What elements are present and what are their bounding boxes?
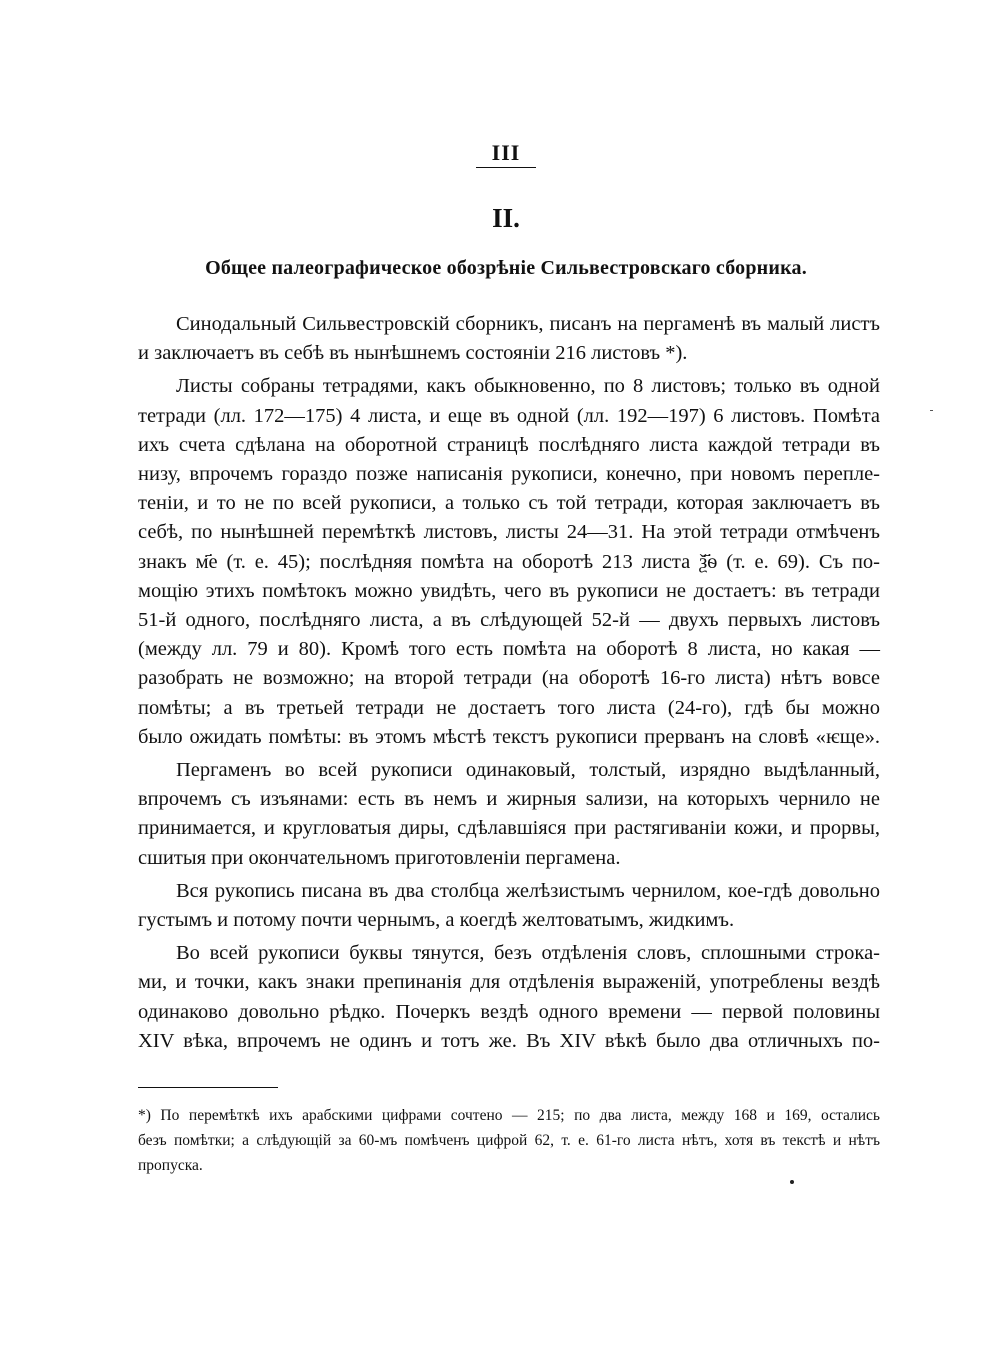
text-line: Листы собраны тетрадями, какъ обыкновенно, по 8 листовъ; только въ одной bbox=[176, 375, 880, 398]
section-title: Общее палеографическое обозрѣніе Сильвестровскаго сборника. bbox=[205, 257, 807, 279]
text-line: сшитыя при окончательномъ приготовленіи пергамена. bbox=[138, 846, 621, 869]
text-line: 51-й одного, послѣдняго листа, а въ слѣдующей 52-й — двухъ первыхъ листовъ bbox=[138, 609, 880, 632]
text-line: Пергаменъ во всей рукописи одинаковый, толстый, изрядно выдѣланный, bbox=[176, 759, 880, 782]
paragraph-3 bbox=[138, 756, 880, 873]
text-line: Синодальный Сильвестровскій сборникъ, писанъ на пергаменѣ въ малый листъ bbox=[176, 313, 880, 335]
text-line: тетради (лл. 172—175) 4 листа, и еще въ одной (лл. 192—197) 6 листовъ. Помѣта bbox=[138, 404, 880, 427]
paragraph-4 bbox=[138, 877, 880, 935]
text-line: теніи, и то не по всей рукописи, а только съ той тетради, которая заключаетъ въ bbox=[138, 492, 880, 515]
paragraph-5 bbox=[138, 939, 880, 1056]
text-line: себѣ, по нынѣшней перемѣткѣ листовъ, листы 24—31. На этой тетради отмѣченъ bbox=[138, 521, 880, 544]
text-line: XIV вѣка, впрочемъ не одинъ и тотъ же. Въ XIV вѣкѣ было два отличныхъ по- bbox=[138, 1029, 880, 1052]
ink-speck bbox=[930, 410, 933, 411]
text-line: Во всей рукописи буквы тянутся, безъ отдѣленія словъ, сплошными строка- bbox=[176, 942, 880, 965]
body-text bbox=[138, 310, 880, 1060]
footnote-line: безъ помѣтки; а слѣдующій за 60-мъ помѣченъ цифрой 62, т. е. 61-го листа нѣтъ, хотя въ текстѣ и нѣтъ bbox=[138, 1132, 880, 1149]
text-line: Вся рукопись писана въ два столбца желѣзистымъ чернилом, кое-гдѣ довольно bbox=[176, 879, 880, 902]
footnote-line: *) По перемѣткѣ ихъ арабскими цифрами сочтено — 215; по два листа, между 168 и 169, остались bbox=[138, 1107, 880, 1124]
text-line: мощію этихъ помѣтокъ можно увидѣть, чего въ рукописи не достаетъ: въ тетради bbox=[138, 579, 880, 602]
text-line: ми, и точки, какъ знаки препинанія для отдѣленія выраженій, употреблены вездѣ bbox=[138, 971, 880, 994]
text-line: разобрать не возможно; на второй тетради (на оборотѣ 16-го листа) нѣтъ вовсе bbox=[138, 667, 880, 690]
text-line: низу, впрочемъ гораздо позже написанія рукописи, конечно, при новомъ перепле- bbox=[138, 463, 880, 486]
text-line: и заключаетъ въ себѣ въ нынѣшнемъ состояніи 216 листовъ *). bbox=[138, 342, 688, 365]
text-line: (между лл. 79 и 80). Кромѣ того есть помѣта на оборотѣ 8 листа, но какая — bbox=[138, 638, 880, 661]
paragraph-1 bbox=[138, 310, 880, 368]
footnote-line: пропуска. bbox=[138, 1157, 203, 1174]
text-line: густымъ и потому почти чернымъ, а коегдѣ желтоватымъ, жидкимъ. bbox=[138, 909, 735, 932]
page-number: III bbox=[491, 140, 521, 165]
section-number: II. bbox=[492, 203, 520, 233]
text-line: ихъ счета сдѣлана на оборотной страницѣ послѣдняго листа каждой тетради въ bbox=[138, 433, 880, 456]
text-line: впрочемъ съ изъянами: есть въ немъ и жирныя ѕализи, на которыхъ чернило не bbox=[138, 788, 880, 811]
text-line: принимается, и кругловатыя диры, сдѣлавшіяся при растягиваніи кожи, и прорвы, bbox=[138, 817, 880, 840]
text-line: помѣты; а въ третьей тетради не достаетъ того листа (24-го), гдѣ бы можно bbox=[138, 696, 880, 719]
footnote bbox=[138, 1103, 880, 1178]
text-line: знакъ м҃е (т. е. 45); послѣдняя помѣта на оборотѣ 213 листа ѯ҃ѳ (т. е. 69). Съ по- bbox=[138, 550, 880, 573]
text-line: одинаково довольно рѣдко. Почеркъ вездѣ одного времени — первой половины bbox=[138, 1000, 880, 1023]
page-number-rule bbox=[476, 167, 536, 168]
footnote-rule bbox=[138, 1087, 278, 1088]
paragraph-2 bbox=[138, 372, 880, 752]
ink-dot bbox=[790, 1180, 794, 1184]
text-line: было ожидать помѣты: въ этомъ мѣстѣ текстъ рукописи прерванъ на словѣ «ѥще». bbox=[138, 725, 880, 748]
